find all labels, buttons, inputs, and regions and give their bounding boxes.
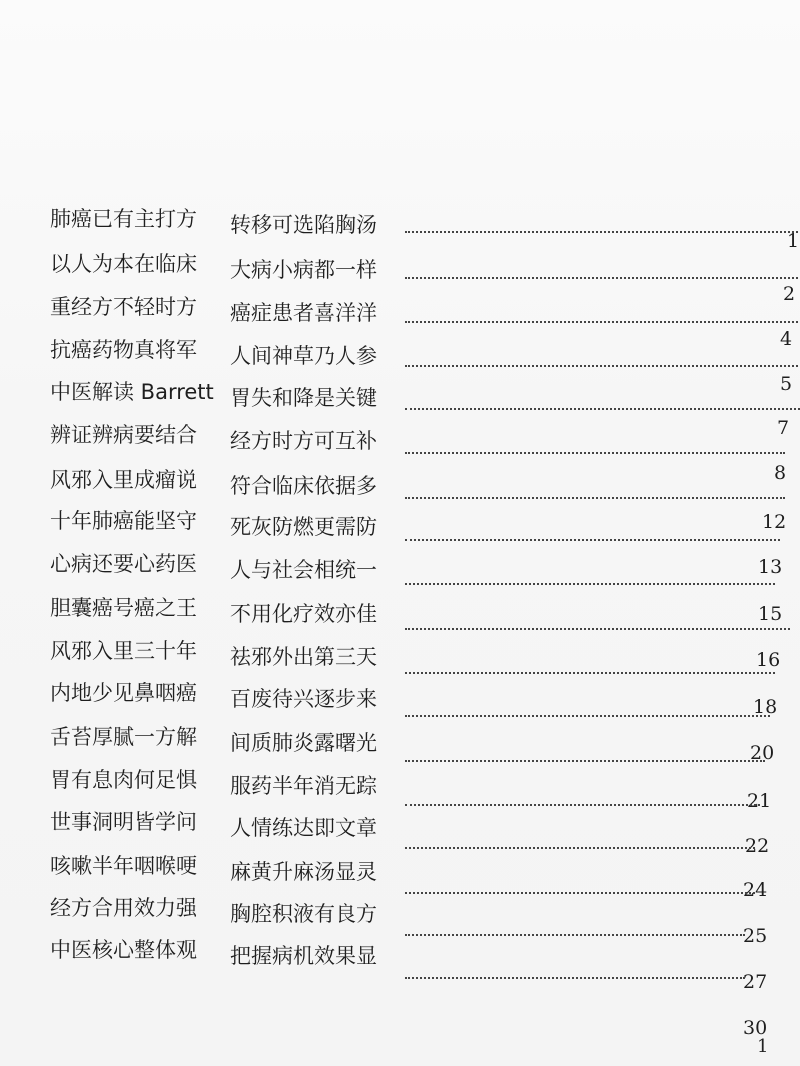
toc-dot-leader [405,975,745,979]
toc-dot-leader [405,537,780,541]
toc-entry-page-number: 13 [758,556,783,578]
toc-entry-page-number: 4 [780,328,793,350]
toc-dot-leader [405,713,770,717]
toc-dot-leader [405,450,785,454]
toc-entry [50,205,800,252]
toc-entry-title-first-line: 咳嗽半年咽喉哽 [50,854,197,878]
toc-entry-title-first-line: 中医解读 Barrett [50,380,214,404]
toc-entry-title-first-line: 重经方不轻时方 [50,295,197,319]
toc-entry-title-second-line: 祛邪外出第三天 [230,645,377,669]
toc-entry-title-first-line: 内地少见鼻咽癌 [50,681,197,705]
toc-entry-page-number: 30 [743,1017,768,1039]
toc-dot-leader [405,581,775,585]
toc-entry-page-number: 8 [774,462,787,484]
toc-dot-leader [405,670,775,674]
toc-entry-title-second-line: 不用化疗效亦佳 [230,602,377,626]
toc-entry-title-second-line: 人间神草乃人参 [230,344,377,368]
toc-dot-leader [405,802,760,806]
toc-entry-title-first-line: 以人为本在临床 [50,252,197,276]
toc-entry-page-number: 24 [743,879,768,901]
toc-entry-title-second-line: 服药半年消无踪 [230,774,377,798]
toc-entry-title-second-line: 经方时方可互补 [230,429,377,453]
toc-entry-page-number: 25 [743,925,768,947]
toc-entry-page-number: 16 [756,649,781,671]
toc-dot-leader [405,275,800,279]
toc-entry-page-number: 21 [747,790,772,812]
toc-entry-title-second-line: 麻黄升麻汤显灵 [230,860,377,884]
toc-entry-title-second-line: 大病小病都一样 [230,258,377,282]
toc-entry [50,250,800,305]
toc-entry-page-number: 2 [783,283,796,305]
toc-entry-page-number: 7 [777,417,790,439]
toc-entry-page-number: 5 [780,373,793,395]
toc-entry-title-second-line: 胸腔积液有良方 [230,902,377,926]
toc-entry-title-second-line: 间质肺炎露曙光 [230,731,377,755]
toc-entry-title-second-line: 人情练达即文章 [230,816,377,840]
toc-entry-title-first-line: 心病还要心药医 [50,552,197,576]
toc-entry-title-second-line: 百废待兴逐步来 [230,687,377,711]
toc-entry-title-first-line: 舌苔厚腻一方解 [50,725,197,749]
toc-entry-page-number: 12 [762,511,787,533]
toc-entry-title-second-line: 癌症患者喜洋洋 [230,301,377,325]
toc-entry-title-second-line: 把握病机效果显 [230,944,377,968]
toc-dot-leader [405,319,800,323]
toc-entry-page-number: 20 [750,742,775,764]
toc-entry-title-first-line: 胆囊癌号癌之王 [50,596,197,620]
toc-entry-title-second-line: 人与社会相统一 [230,558,377,582]
toc-entry-page-number: 22 [745,835,770,857]
toc-dot-leader [405,845,755,849]
toc-entry-title-first-line: 经方合用效力强 [50,896,197,920]
toc-entry-title-second-line: 转移可选陷胸汤 [230,213,377,237]
toc-dot-leader [405,495,785,499]
toc-entry-title-first-line: 十年肺癌能坚守 [50,509,197,533]
page-number: 1 [757,1036,769,1057]
toc-entry-page-number: 18 [753,696,778,718]
toc-entry-title-second-line: 胃失和降是关键 [230,386,377,410]
toc-entry-title-first-line: 辨证辨病要结合 [50,423,197,447]
toc-dot-leader [405,626,790,630]
toc-dot-leader [405,406,800,410]
toc-entry-title-first-line: 抗癌药物真将军 [50,338,197,362]
toc-dot-leader [405,229,800,233]
toc-entry-title-first-line: 肺癌已有主打方 [50,207,197,231]
toc-dot-leader [405,363,800,367]
toc-entry-page-number: 1 [787,230,800,252]
toc-entry-title-second-line: 死灰防燃更需防 [230,515,377,539]
toc-entry-title-first-line: 风邪入里三十年 [50,639,197,663]
toc-entry-title-first-line: 风邪入里成瘤说 [50,468,197,492]
toc-entry-title-first-line: 中医核心整体观 [50,938,197,962]
toc-entry-page-number: 15 [758,603,783,625]
toc-dot-leader [405,758,765,762]
toc-entry-title-first-line: 世事洞明皆学问 [50,810,197,834]
toc-entry-title-second-line: 符合临床依据多 [230,474,377,498]
toc-entry-title-first-line: 胃有息肉何足惧 [50,768,197,792]
toc-entry-page-number: 27 [743,971,768,993]
